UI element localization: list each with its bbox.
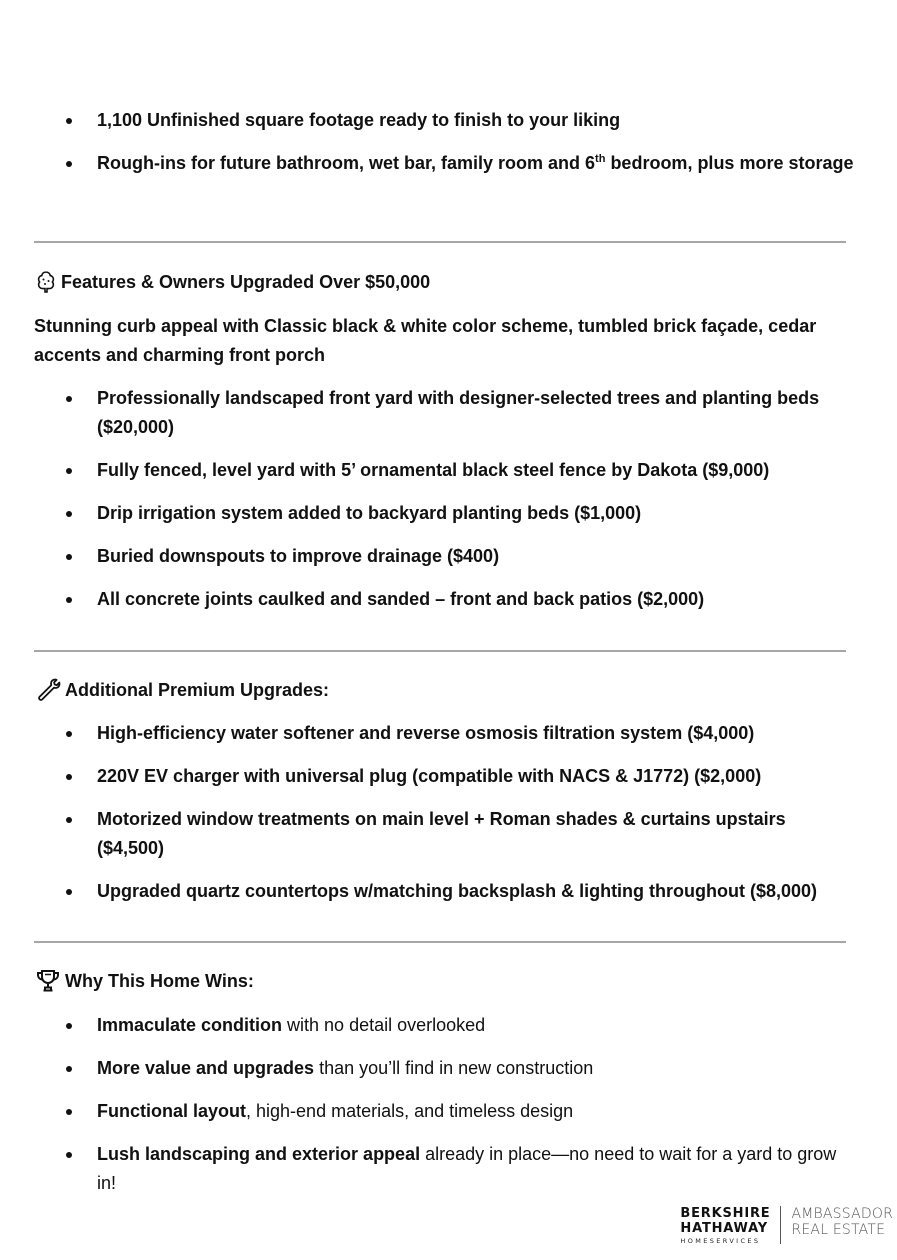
logo-line-3: HOMESERVICES — [680, 1237, 761, 1245]
premium-list — [0, 719, 897, 920]
list-item: Professionally landscaped front yard with designer-selected trees and planting beds ($20,000) — [0, 384, 897, 442]
logo-office-line-1: AMBASSADOR — [791, 1206, 893, 1222]
list-item: 220V EV charger with universal plug (compatible with NACS & J1772) ($2,000) — [0, 762, 897, 791]
logo-office — [791, 1206, 893, 1238]
tree-icon — [34, 270, 58, 294]
trophy-icon — [34, 968, 62, 994]
wins-heading — [34, 967, 254, 995]
features-heading — [34, 268, 430, 296]
list-item: Lush landscaping and exterior appeal already in place—no need to wait for a yard to grow in! — [0, 1140, 897, 1198]
list-item: Functional layout, high-end materials, and timeless design — [0, 1097, 897, 1126]
features-heading-text: Features & Owners Upgraded Over $50,000 — [61, 272, 431, 292]
wrench-icon — [34, 677, 62, 703]
list-item: Immaculate condition with no detail overlooked — [0, 1011, 897, 1040]
logo-line-2: HATHAWAY — [680, 1221, 768, 1236]
wins-heading-text: Why This Home Wins: — [65, 971, 254, 991]
list-item: High-efficiency water softener and reverse osmosis filtration system ($4,000) — [0, 719, 897, 748]
list-item: Motorized window treatments on main level + Roman shades & curtains upstairs ($4,500) — [0, 805, 897, 863]
list-item: 1,100 Unfinished square footage ready to finish to your liking — [0, 106, 897, 135]
brokerage-logo — [680, 1206, 893, 1246]
list-item: Fully fenced, level yard with 5’ ornamental black steel fence by Dakota ($9,000) — [0, 456, 897, 485]
section-divider — [34, 241, 846, 243]
list-item: Upgraded quartz countertops w/matching backsplash & lighting throughout ($8,000) — [0, 877, 897, 906]
top-bullet-list — [0, 106, 897, 192]
logo-office-line-2: REAL ESTATE — [791, 1222, 886, 1238]
logo-divider — [780, 1206, 781, 1244]
list-item: Rough-ins for future bathroom, wet bar, family room and 6th bedroom, plus more storage — [0, 149, 897, 178]
list-item: Drip irrigation system added to backyard planting beds ($1,000) — [0, 499, 897, 528]
list-item: More value and upgrades than you’ll find in new construction — [0, 1054, 897, 1083]
logo-wordmark — [680, 1206, 770, 1246]
wins-list — [0, 1011, 897, 1212]
logo-line-1: BERKSHIRE — [680, 1206, 771, 1221]
premium-heading — [34, 676, 329, 704]
section-divider — [34, 941, 846, 943]
features-list — [0, 384, 897, 628]
list-item: All concrete joints caulked and sanded – front and back patios ($2,000) — [0, 585, 897, 614]
premium-heading-text: Additional Premium Upgrades: — [65, 680, 330, 700]
features-intro: Stunning curb appeal with Classic black & white color scheme, tumbled brick façade, cedar accents and charming front porch — [34, 316, 817, 365]
section-divider — [34, 650, 846, 652]
list-item: Buried downspouts to improve drainage ($400) — [0, 542, 897, 571]
